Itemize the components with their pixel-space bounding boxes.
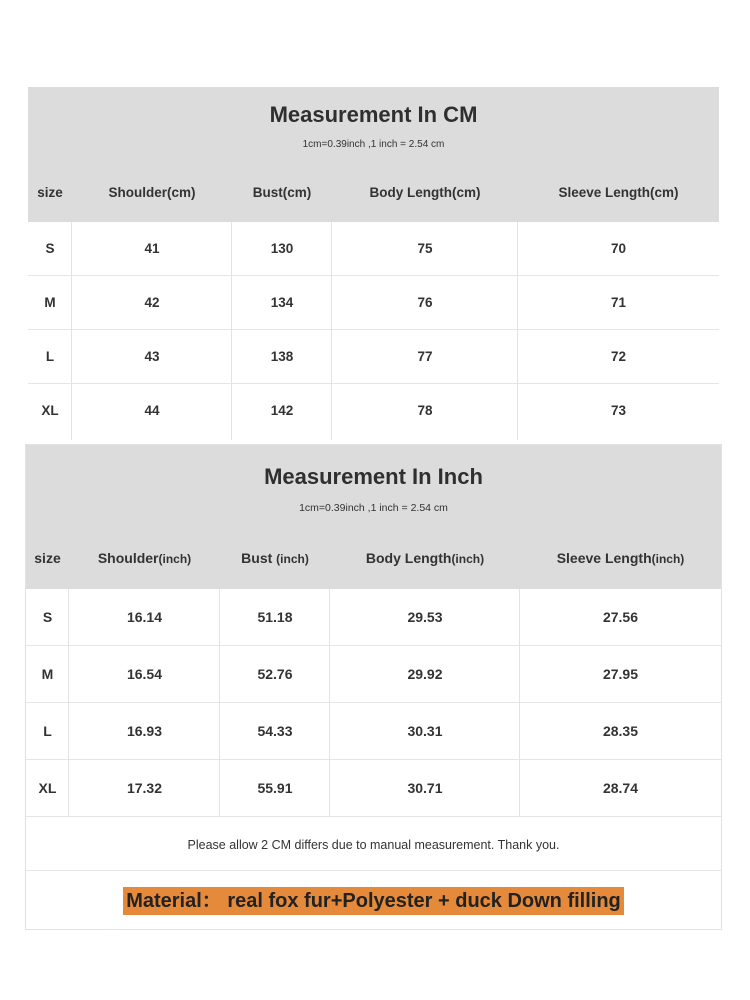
cm-cell-shoulder: 43 — [144, 349, 160, 364]
inch-cell-bust: 54.33 — [257, 723, 293, 739]
cm-cell-sleeve-length: 72 — [610, 349, 627, 364]
inch-cell-size: M — [41, 666, 54, 682]
inch-cell-sleeve-length: 27.95 — [602, 666, 639, 682]
inch-cell-shoulder: 16.93 — [126, 723, 163, 739]
cm-conversion-note: 1cm=0.39inch ,1 inch = 2.54 cm — [302, 139, 445, 150]
inch-col-body-length: Body Length(inch) — [365, 550, 485, 566]
inch-cell-shoulder: 16.14 — [126, 609, 163, 625]
cm-cell-size: M — [44, 295, 56, 310]
grid-divider — [231, 222, 232, 440]
cm-col-body-length: Body Length(cm) — [369, 185, 481, 200]
inch-cell-body-length: 30.71 — [407, 780, 443, 796]
cm-cell-shoulder: 42 — [144, 295, 160, 310]
cm-table-title: Measurement In CM — [269, 102, 478, 127]
table-row — [28, 384, 719, 438]
inch-table-header — [26, 445, 721, 589]
inch-cell-bust: 52.76 — [257, 666, 293, 682]
inch-cell-body-length: 29.53 — [407, 609, 443, 625]
grid-divider — [71, 222, 72, 440]
inch-cell-shoulder: 17.32 — [126, 780, 163, 796]
cm-cell-body-length: 77 — [417, 349, 433, 364]
grid-divider — [331, 222, 332, 440]
cm-cell-size: S — [45, 241, 55, 256]
cm-cell-shoulder: 44 — [144, 403, 160, 418]
inch-cell-sleeve-length: 28.74 — [602, 780, 639, 796]
cm-cell-sleeve-length: 71 — [610, 295, 627, 310]
inch-cell-sleeve-length: 27.56 — [602, 609, 639, 625]
inch-cell-body-length: 29.92 — [407, 666, 443, 682]
inch-cell-size: XL — [38, 780, 57, 796]
cm-cell-body-length: 76 — [417, 295, 433, 310]
table-row — [28, 330, 719, 384]
inch-cell-shoulder: 16.54 — [126, 666, 163, 682]
cm-cell-size: XL — [41, 403, 59, 418]
table-row — [28, 222, 719, 276]
inch-conversion-note: 1cm=0.39inch ,1 inch = 2.54 cm — [299, 502, 448, 514]
inch-cell-body-length: 30.31 — [407, 723, 443, 739]
grid-divider — [219, 589, 220, 817]
table-row — [26, 703, 721, 760]
inch-col-shoulder: Shoulder(inch) — [97, 550, 192, 566]
cm-col-size: size — [37, 185, 63, 200]
inch-col-sleeve-length: Sleeve Length(inch) — [556, 550, 685, 566]
table-row — [28, 276, 719, 330]
cm-cell-bust: 138 — [270, 349, 294, 364]
grid-divider — [519, 589, 520, 817]
inch-cell-size: L — [43, 723, 52, 739]
measurement-disclaimer: Please allow 2 CM differs due to manual measurement. Thank you. — [26, 817, 721, 871]
grid-divider — [329, 589, 330, 817]
cm-cell-bust: 142 — [270, 403, 294, 418]
table-row — [26, 646, 721, 703]
inch-col-size: size — [34, 550, 61, 566]
cm-cell-bust: 130 — [270, 241, 294, 256]
table-row — [26, 760, 721, 817]
material-label: Material： real fox fur+Polyester + duck Down filling — [123, 887, 624, 915]
inch-col-bust: Bust (inch) — [241, 550, 309, 566]
cm-col-shoulder: Shoulder(cm) — [108, 185, 196, 200]
cm-cell-size: L — [45, 349, 55, 364]
inch-cell-sleeve-length: 28.35 — [602, 723, 639, 739]
grid-divider — [68, 589, 69, 817]
cm-col-sleeve-length: Sleeve Length(cm) — [558, 185, 679, 200]
inch-cell-bust: 51.18 — [257, 609, 293, 625]
cm-cell-bust: 134 — [270, 295, 294, 310]
cm-size-table — [28, 87, 719, 444]
grid-divider — [517, 222, 518, 440]
inch-cell-size: S — [42, 609, 53, 625]
cm-cell-body-length: 78 — [417, 403, 433, 418]
cm-col-bust: Bust(cm) — [252, 185, 312, 200]
cm-cell-sleeve-length: 73 — [610, 403, 627, 418]
material-section — [26, 871, 721, 929]
cm-table-header — [28, 87, 719, 222]
table-row — [26, 589, 721, 646]
inch-table-title: Measurement In Inch — [264, 464, 483, 489]
inch-size-table — [25, 444, 722, 930]
cm-cell-sleeve-length: 70 — [610, 241, 627, 256]
cm-cell-body-length: 75 — [417, 241, 433, 256]
inch-cell-bust: 55.91 — [257, 780, 293, 796]
cm-cell-shoulder: 41 — [144, 241, 160, 256]
